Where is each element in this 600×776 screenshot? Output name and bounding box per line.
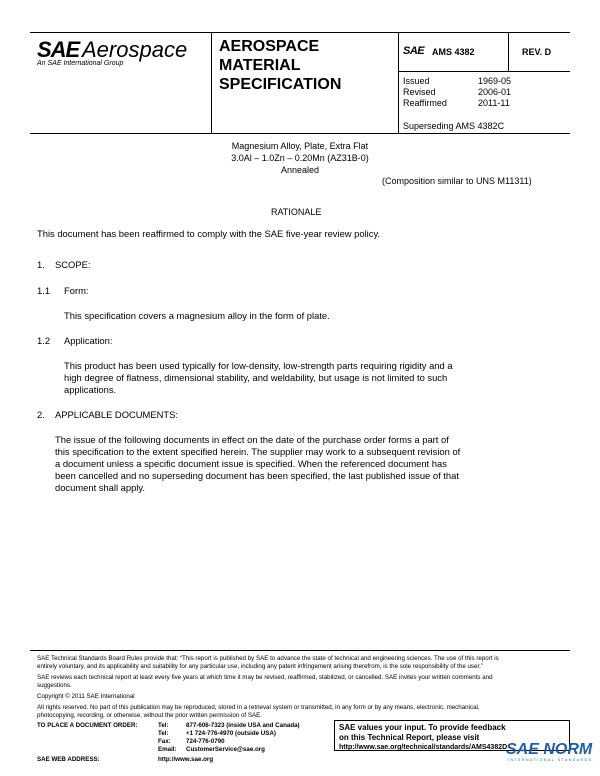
watermark-subtitle: INTERNATIONAL STANDARDS (508, 758, 593, 762)
footer-copyright: Copyright © 2011 SAE International (37, 693, 135, 700)
section-2-line-4: been cancelled and no superseding document has been specified, the last published issue of that (55, 470, 459, 481)
section-1-title: SCOPE: (55, 259, 91, 270)
section-1-1-text: This specification covers a magnesium alloy in the form of plate. (64, 310, 330, 321)
web-address-label: SAE WEB ADDRESS: (37, 756, 100, 763)
section-1-2-line-2: high degree of flatness, dimensional stability, and weldability, but usage is not limited to such (64, 372, 448, 383)
sae-small-logo: SAE (403, 45, 425, 57)
section-1-1-number: 1.1 (37, 285, 51, 296)
header-divider-3 (508, 32, 509, 71)
contact-label-tel-2: Tel: (158, 730, 169, 737)
section-1-2-line-3: applications. (64, 384, 117, 395)
contact-value-email[interactable]: CustomerService@sae.org (186, 746, 265, 753)
contact-label-email: Email: (158, 746, 177, 753)
footer-review-line-2: suggestions. (37, 682, 72, 689)
contact-label-tel-1: Tel: (158, 722, 169, 729)
logo-subtitle: An SAE International Group (37, 60, 124, 67)
date-value-issued: 1969-05 (478, 76, 512, 86)
header-top-line (30, 32, 570, 33)
ams-row-line (398, 71, 570, 72)
composition-note: (Composition similar to UNS M11311) (382, 176, 532, 186)
ams-number: AMS 4382 (432, 47, 475, 57)
date-value-revised: 2006-01 (478, 87, 512, 97)
footer-rights-line-1: All rights reserved. No part of this publication may be reproduced, stored in a retrieval system or transmitted, in any form or by any means, electronic, mechanical, (37, 704, 480, 711)
footer-review-line-1: SAE reviews each technical report at least every five years at which time it may be revised, reaffirmed, stabilized, or cancelled. SAE invites your written comments and (37, 674, 493, 681)
title-line-2: 3.0Al – 1.0Zn – 0.20Mn (AZ31B-0) (231, 153, 369, 163)
rationale-text: This document has been reaffirmed to comply with the SAE five-year review policy. (37, 228, 381, 239)
web-address-link[interactable]: http://www.sae.org (158, 756, 214, 763)
contact-label-fax: Fax: (158, 738, 171, 745)
section-1-2-title: Application: (64, 335, 113, 346)
superseding-note: Superseding AMS 4382C (403, 121, 505, 131)
header-divider-1 (211, 32, 212, 133)
rationale-heading: RATIONALE (271, 207, 322, 217)
feedback-line-1: SAE values your input. To provide feedback (339, 723, 506, 732)
header-bottom-line (30, 133, 570, 134)
title-line-1: Magnesium Alloy, Plate, Extra Flat (231, 141, 369, 151)
footer-rules-line-1: SAE Technical Standards Board Rules provide that: “This report is published by SAE to advance the state of technical and engineering sciences. The use of this report is (37, 655, 499, 662)
sae-logo: SAE (37, 37, 80, 62)
header-divider-2 (398, 32, 399, 133)
section-1-1-title: Form: (64, 285, 89, 296)
section-1-number: 1. (37, 259, 45, 270)
date-value-reaffirmed: 2011-11 (478, 98, 510, 108)
contact-value-tel-1: 877-606-7323 (inside USA and Canada) (186, 722, 300, 729)
contact-value-fax: 724-776-0790 (186, 738, 225, 745)
header-left-edge (30, 32, 31, 133)
feedback-link[interactable]: http://www.sae.org/technical/standards/AMS4382D (339, 744, 508, 751)
section-2-line-2: this specification to the extent specified herein. The supplier may work to a subsequent revision of (55, 446, 461, 457)
sae-norm-watermark: SAE NORM (506, 741, 593, 758)
section-2-number: 2. (37, 409, 45, 420)
section-2-line-1: The issue of the following documents in effect on the date of the purchase order forms a part of (55, 434, 449, 445)
section-2-title: APPLICABLE DOCUMENTS: (55, 409, 178, 420)
section-1-2-line-1: This product has been used typically for low-density, low-strength parts requiring rigidity and a (64, 360, 453, 371)
footer-rules-line-2: entirely voluntary, and its applicability and suitability for any particular use, including any patent infringement arising therefrom, is the sole responsibility of the user.” (37, 663, 483, 670)
title-line-3: Annealed (280, 165, 320, 175)
section-2-line-3: a document unless a specific document issue is specified. When the referenced document has (55, 458, 447, 469)
contact-value-tel-2: +1 724-776-4970 (outside USA) (186, 730, 276, 737)
section-2-line-5: document shall apply. (55, 482, 145, 493)
footer-rights-line-2: photocopying, recording, or otherwise, without the prior written permission of SAE. (37, 712, 262, 719)
date-label-issued: Issued (403, 76, 430, 86)
revision-label: REV. D (522, 47, 552, 57)
date-label-revised: Revised (403, 87, 436, 97)
section-1-2-number: 1.2 (37, 335, 51, 346)
feedback-line-2: on this Technical Report, please visit (339, 733, 480, 742)
footer-rule (30, 650, 570, 651)
document-type-title: AEROSPACE MATERIAL SPECIFICATION (219, 38, 342, 93)
aerospace-wordmark: Aerospace (82, 37, 188, 62)
order-label: TO PLACE A DOCUMENT ORDER: (37, 722, 138, 729)
date-label-reaffirmed: Reaffirmed (403, 98, 447, 108)
